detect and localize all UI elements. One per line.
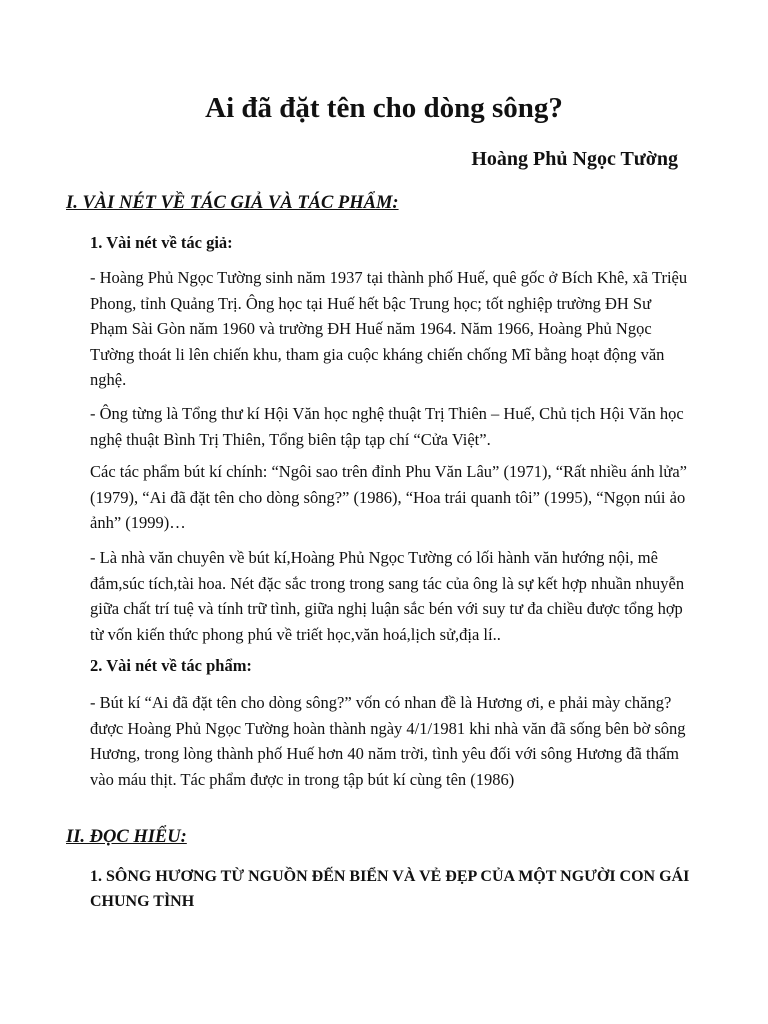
section-heading-1: I. VÀI NÉT VỀ TÁC GIẢ VÀ TÁC PHẨM: <box>66 193 399 213</box>
author-name: Hoàng Phủ Ngọc Tường <box>471 148 678 170</box>
section-heading-2: II. ĐỌC HIỂU: <box>66 827 187 847</box>
paragraph-author-bio: - Hoàng Phủ Ngọc Tường sinh năm 1937 tại thành phố Huế, quê gốc ở Bích Khê, xã Triệu Phong, tỉnh Quảng Trị. Ông học tại Huế hết bậc Trung học; tốt nghiệp trường ĐH Sư Phạm Sài Gòn năm 1960 và trường ĐH Huế năm 1964. Năm 1966, Hoàng Phủ Ngọc Tường thoát li lên chiến khu, tham gia cuộc kháng chiến chống Mĩ bằng hoạt động văn nghệ. <box>90 268 688 389</box>
paragraph-work-info: - Bút kí “Ai đã đặt tên cho dòng sông?” vốn có nhan đề là Hương ơi, e phải mày chăng? được Hoàng Phủ Ngọc Tường hoàn thành ngày 4/1/1981 khi nhà văn đã sống bên bờ sông Hương, trong lòng thành phố Huế hơn 40 năm trời, tình yêu đối với sông Hương đã thấm vào máu thịt. Tác phẩm được in trong tập bút kí cùng tên (1986) <box>90 693 686 789</box>
subheading-river-journey: 1. SÔNG HƯƠNG TỪ NGUỒN ĐẾN BIỂN VÀ VẺ ĐẸP CỦA MỘT NGƯỜI CON GÁI CHUNG TÌNH <box>90 868 690 910</box>
paragraph-main-works: Các tác phẩm bút kí chính: “Ngôi sao trên đỉnh Phu Văn Lâu” (1971), “Rất nhiều ánh lửa” (1979), “Ai đã đặt tên cho dòng sông?” (1986), “Hoa trái quanh tôi” (1995), “Ngọn núi ảo ảnh” (1999)… <box>90 462 687 532</box>
paragraph-writing-style: - Là nhà văn chuyên về bút kí,Hoàng Phủ Ngọc Tường có lối hành văn hướng nội, mê đắm,súc tích,tài hoa. Nét đặc sắc trong trong sang tác của ông là sự kết hợp nhuần nhuyễn giữa chất trí tuệ và tính trữ tình, giữa nghị luận sắc bén với suy tư đa chiều được tổng hợp từ vốn kiến thức phong phú về triết học,văn hoá,lịch sử,địa lí.. <box>90 548 685 644</box>
subheading-author: 1. Vài nét về tác giả: <box>90 233 233 252</box>
subheading-work: 2. Vài nét về tác phẩm: <box>90 656 252 675</box>
paragraph-author-roles: - Ông từng là Tổng thư kí Hội Văn học nghệ thuật Trị Thiên – Huế, Chủ tịch Hội Văn học nghệ thuật Bình Trị Thiên, Tổng biên tập tạp chí “Cửa Việt”. <box>90 404 684 449</box>
document-title: Ai đã đặt tên cho dòng sông? <box>205 92 563 124</box>
